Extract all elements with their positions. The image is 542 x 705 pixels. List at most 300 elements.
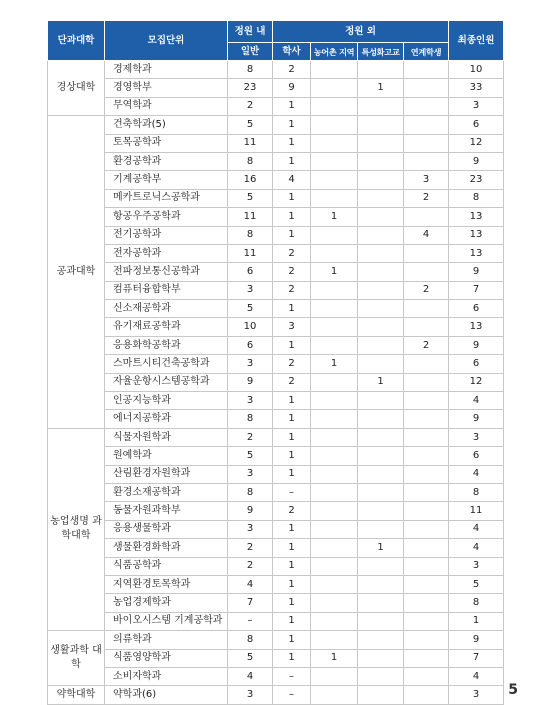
total-cell: 13 — [449, 318, 504, 336]
linked-cell — [404, 575, 449, 593]
total-cell: 33 — [449, 79, 504, 97]
vocational-cell — [358, 171, 404, 189]
general-cell: 3 — [228, 392, 273, 410]
linked-cell: 2 — [404, 281, 449, 299]
table-row — [48, 410, 504, 428]
vocational-cell — [358, 116, 404, 134]
general-cell: 3 — [228, 686, 273, 704]
general-cell: 9 — [228, 373, 273, 391]
general-cell: 6 — [228, 263, 273, 281]
linked-cell — [404, 116, 449, 134]
linked-cell — [404, 612, 449, 630]
total-cell: 6 — [449, 447, 504, 465]
total-cell: 3 — [449, 686, 504, 704]
rural-cell — [311, 134, 358, 152]
total-cell: 9 — [449, 410, 504, 428]
table-row — [48, 392, 504, 410]
total-cell: 4 — [449, 465, 504, 483]
linked-cell — [404, 208, 449, 226]
college-cell: 약학대학 — [48, 686, 105, 704]
table-row — [48, 244, 504, 262]
linked-cell — [404, 373, 449, 391]
linked-cell — [404, 557, 449, 575]
table-header — [48, 21, 504, 61]
total-cell: 12 — [449, 134, 504, 152]
rural-cell — [311, 410, 358, 428]
bachelor-cell: 1 — [273, 575, 311, 593]
table-row — [48, 134, 504, 152]
unit-cell: 식물자원학과 — [105, 428, 228, 446]
rural-cell: 1 — [311, 355, 358, 373]
bachelor-cell: 1 — [273, 152, 311, 170]
bachelor-cell: 2 — [273, 281, 311, 299]
unit-cell: 식품영양학과 — [105, 649, 228, 667]
linked-cell — [404, 300, 449, 318]
header-total: 최종인원 — [449, 21, 504, 61]
table-row — [48, 300, 504, 318]
table-row — [48, 612, 504, 630]
bachelor-cell: – — [273, 686, 311, 704]
rural-cell — [311, 226, 358, 244]
rural-cell — [311, 483, 358, 501]
unit-cell: 소비자학과 — [105, 667, 228, 685]
general-cell: 5 — [228, 189, 273, 207]
bachelor-cell: 2 — [273, 373, 311, 391]
vocational-cell — [358, 392, 404, 410]
unit-cell: 신소재공학과 — [105, 300, 228, 318]
vocational-cell — [358, 226, 404, 244]
rural-cell — [311, 612, 358, 630]
page-footer — [502, 682, 518, 698]
total-cell: 11 — [449, 502, 504, 520]
table-row — [48, 428, 504, 446]
unit-cell: 유기재료공학과 — [105, 318, 228, 336]
vocational-cell — [358, 594, 404, 612]
general-cell: 9 — [228, 502, 273, 520]
vocational-cell — [358, 686, 404, 704]
table-row — [48, 116, 504, 134]
bachelor-cell: – — [273, 667, 311, 685]
table-row — [48, 263, 504, 281]
bachelor-cell: 1 — [273, 520, 311, 538]
table-row — [48, 557, 504, 575]
rural-cell — [311, 557, 358, 575]
bachelor-cell: 1 — [273, 465, 311, 483]
rural-cell — [311, 447, 358, 465]
total-cell: 1 — [449, 612, 504, 630]
rural-cell — [311, 281, 358, 299]
vocational-cell — [358, 447, 404, 465]
linked-cell — [404, 428, 449, 446]
general-cell: 4 — [228, 575, 273, 593]
unit-cell: 기계공학부 — [105, 171, 228, 189]
unit-cell: 환경공학과 — [105, 152, 228, 170]
college-cell: 경상대학 — [48, 61, 105, 116]
unit-cell: 응용생물학과 — [105, 520, 228, 538]
general-cell: 2 — [228, 557, 273, 575]
linked-cell — [404, 447, 449, 465]
college-cell: 공과대학 — [48, 116, 105, 429]
rural-cell: 1 — [311, 649, 358, 667]
table-row — [48, 483, 504, 501]
bachelor-cell: 1 — [273, 134, 311, 152]
general-cell: 8 — [228, 61, 273, 79]
general-cell: 3 — [228, 281, 273, 299]
rural-cell — [311, 152, 358, 170]
bachelor-cell: 1 — [273, 410, 311, 428]
vocational-cell — [358, 410, 404, 428]
linked-cell — [404, 594, 449, 612]
linked-cell: 2 — [404, 336, 449, 354]
rural-cell — [311, 171, 358, 189]
header-linked: 연계학생 — [404, 43, 449, 61]
general-cell: 7 — [228, 594, 273, 612]
total-cell: 23 — [449, 171, 504, 189]
vocational-cell — [358, 134, 404, 152]
linked-cell — [404, 97, 449, 115]
unit-cell: 토목공학과 — [105, 134, 228, 152]
bachelor-cell: 1 — [273, 649, 311, 667]
vocational-cell — [358, 244, 404, 262]
general-cell: 5 — [228, 649, 273, 667]
general-cell: – — [228, 612, 273, 630]
linked-cell — [404, 667, 449, 685]
linked-cell — [404, 263, 449, 281]
bachelor-cell: 2 — [273, 502, 311, 520]
linked-cell — [404, 649, 449, 667]
general-cell: 8 — [228, 226, 273, 244]
total-cell: 12 — [449, 373, 504, 391]
total-cell: 3 — [449, 557, 504, 575]
rural-cell — [311, 631, 358, 649]
table-row — [48, 318, 504, 336]
general-cell: 8 — [228, 152, 273, 170]
rural-cell — [311, 428, 358, 446]
vocational-cell: 1 — [358, 539, 404, 557]
total-cell: 13 — [449, 226, 504, 244]
table-body — [48, 61, 504, 705]
general-cell: 2 — [228, 97, 273, 115]
general-cell: 2 — [228, 539, 273, 557]
bachelor-cell: 1 — [273, 539, 311, 557]
vocational-cell — [358, 97, 404, 115]
unit-cell: 자율운항시스템공학과 — [105, 373, 228, 391]
linked-cell — [404, 152, 449, 170]
college-cell: 농업생명 과학대학 — [48, 428, 105, 630]
general-cell: 3 — [228, 520, 273, 538]
general-cell: 3 — [228, 355, 273, 373]
total-cell: 9 — [449, 263, 504, 281]
bachelor-cell: 1 — [273, 557, 311, 575]
table-row — [48, 631, 504, 649]
table-row — [48, 667, 504, 685]
total-cell: 6 — [449, 116, 504, 134]
bachelor-cell: 1 — [273, 189, 311, 207]
unit-cell: 전파정보통신공학과 — [105, 263, 228, 281]
rural-cell — [311, 61, 358, 79]
table-row — [48, 594, 504, 612]
unit-cell: 산림환경자원학과 — [105, 465, 228, 483]
vocational-cell — [358, 557, 404, 575]
bachelor-cell: 1 — [273, 300, 311, 318]
linked-cell: 3 — [404, 171, 449, 189]
general-cell: 8 — [228, 410, 273, 428]
linked-cell — [404, 318, 449, 336]
unit-cell: 스마트시티건축공학과 — [105, 355, 228, 373]
linked-cell — [404, 686, 449, 704]
vocational-cell — [358, 502, 404, 520]
header-bachelor: 학사 — [273, 43, 311, 61]
rural-cell — [311, 116, 358, 134]
linked-cell: 2 — [404, 189, 449, 207]
linked-cell — [404, 355, 449, 373]
table-row — [48, 336, 504, 354]
vocational-cell — [358, 612, 404, 630]
table-row — [48, 61, 504, 79]
unit-cell: 식품공학과 — [105, 557, 228, 575]
table-row — [48, 539, 504, 557]
table-row — [48, 226, 504, 244]
rural-cell — [311, 189, 358, 207]
general-cell: 5 — [228, 447, 273, 465]
general-cell: 11 — [228, 134, 273, 152]
table-row — [48, 686, 504, 704]
general-cell: 8 — [228, 483, 273, 501]
total-cell: 3 — [449, 428, 504, 446]
vocational-cell: 1 — [358, 79, 404, 97]
vocational-cell — [358, 355, 404, 373]
bachelor-cell: 3 — [273, 318, 311, 336]
total-cell: 7 — [449, 649, 504, 667]
table-row — [48, 575, 504, 593]
vocational-cell — [358, 61, 404, 79]
rural-cell — [311, 392, 358, 410]
unit-cell: 의류학과 — [105, 631, 228, 649]
linked-cell — [404, 392, 449, 410]
general-cell: 4 — [228, 667, 273, 685]
rural-cell: 1 — [311, 263, 358, 281]
total-cell: 8 — [449, 189, 504, 207]
unit-cell: 항공우주공학과 — [105, 208, 228, 226]
general-cell: 6 — [228, 336, 273, 354]
total-cell: 8 — [449, 483, 504, 501]
general-cell: 2 — [228, 428, 273, 446]
bachelor-cell: 1 — [273, 594, 311, 612]
rural-cell — [311, 244, 358, 262]
bachelor-cell: 1 — [273, 97, 311, 115]
general-cell: 5 — [228, 300, 273, 318]
bachelor-cell: 2 — [273, 355, 311, 373]
rural-cell — [311, 97, 358, 115]
linked-cell — [404, 502, 449, 520]
vocational-cell — [358, 152, 404, 170]
rural-cell — [311, 465, 358, 483]
table-row — [48, 79, 504, 97]
vocational-cell — [358, 649, 404, 667]
rural-cell — [311, 575, 358, 593]
bachelor-cell: 2 — [273, 61, 311, 79]
rural-cell — [311, 300, 358, 318]
linked-cell — [404, 134, 449, 152]
vocational-cell — [358, 300, 404, 318]
bachelor-cell: 2 — [273, 263, 311, 281]
total-cell: 9 — [449, 152, 504, 170]
rural-cell — [311, 336, 358, 354]
rural-cell — [311, 502, 358, 520]
vocational-cell — [358, 631, 404, 649]
unit-cell: 농업경제학과 — [105, 594, 228, 612]
rural-cell — [311, 318, 358, 336]
linked-cell — [404, 61, 449, 79]
unit-cell: 응용화학공학과 — [105, 336, 228, 354]
general-cell: 5 — [228, 116, 273, 134]
bachelor-cell: 4 — [273, 171, 311, 189]
general-cell: 8 — [228, 631, 273, 649]
bachelor-cell: 1 — [273, 226, 311, 244]
vocational-cell — [358, 318, 404, 336]
table-row — [48, 281, 504, 299]
rural-cell: 1 — [311, 208, 358, 226]
rural-cell — [311, 594, 358, 612]
linked-cell — [404, 483, 449, 501]
vocational-cell — [358, 208, 404, 226]
table-row — [48, 447, 504, 465]
header-college: 단과대학 — [48, 21, 105, 61]
general-cell: 11 — [228, 208, 273, 226]
linked-cell — [404, 79, 449, 97]
header-rural: 농어촌 지역 — [311, 43, 358, 61]
unit-cell: 환경소재공학과 — [105, 483, 228, 501]
vocational-cell — [358, 520, 404, 538]
table-row — [48, 520, 504, 538]
total-cell: 4 — [449, 520, 504, 538]
unit-cell: 경영학부 — [105, 79, 228, 97]
general-cell: 3 — [228, 465, 273, 483]
linked-cell — [404, 244, 449, 262]
unit-cell: 전기공학과 — [105, 226, 228, 244]
linked-cell — [404, 520, 449, 538]
bachelor-cell: 1 — [273, 208, 311, 226]
header-general: 일반 — [228, 43, 273, 61]
unit-cell: 지역환경토목학과 — [105, 575, 228, 593]
unit-cell: 생물환경화학과 — [105, 539, 228, 557]
bachelor-cell: 2 — [273, 244, 311, 262]
header-in-quota: 정원 내 — [228, 21, 273, 43]
vocational-cell — [358, 428, 404, 446]
rural-cell — [311, 686, 358, 704]
vocational-cell — [358, 336, 404, 354]
rural-cell — [311, 520, 358, 538]
table-row — [48, 208, 504, 226]
bachelor-cell: – — [273, 483, 311, 501]
bachelor-cell: 1 — [273, 336, 311, 354]
header-out-quota: 정원 외 — [273, 21, 449, 43]
unit-cell: 에너지공학과 — [105, 410, 228, 428]
admission-quota-table — [47, 20, 504, 705]
vocational-cell — [358, 281, 404, 299]
vocational-cell: 1 — [358, 373, 404, 391]
total-cell: 6 — [449, 355, 504, 373]
unit-cell: 바이오시스템 기계공학과 — [105, 612, 228, 630]
header-unit: 모집단위 — [105, 21, 228, 61]
unit-cell: 원예학과 — [105, 447, 228, 465]
total-cell: 4 — [449, 392, 504, 410]
rural-cell — [311, 539, 358, 557]
bachelor-cell: 9 — [273, 79, 311, 97]
linked-cell — [404, 539, 449, 557]
table-row — [48, 97, 504, 115]
bachelor-cell: 1 — [273, 392, 311, 410]
total-cell: 4 — [449, 539, 504, 557]
table-row — [48, 171, 504, 189]
table-row — [48, 355, 504, 373]
bachelor-cell: 1 — [273, 447, 311, 465]
total-cell: 4 — [449, 667, 504, 685]
bachelor-cell: 1 — [273, 116, 311, 134]
rural-cell — [311, 79, 358, 97]
bachelor-cell: 1 — [273, 631, 311, 649]
bachelor-cell: 1 — [273, 428, 311, 446]
general-cell: 16 — [228, 171, 273, 189]
unit-cell: 동물자원과학부 — [105, 502, 228, 520]
linked-cell — [404, 465, 449, 483]
total-cell: 6 — [449, 300, 504, 318]
general-cell: 11 — [228, 244, 273, 262]
unit-cell: 약학과(6) — [105, 686, 228, 704]
linked-cell: 4 — [404, 226, 449, 244]
table-row — [48, 465, 504, 483]
rural-cell — [311, 667, 358, 685]
total-cell: 3 — [449, 97, 504, 115]
total-cell: 7 — [449, 281, 504, 299]
total-cell: 13 — [449, 208, 504, 226]
general-cell: 10 — [228, 318, 273, 336]
header-vocational: 특성화고교 — [358, 43, 404, 61]
unit-cell: 경제학과 — [105, 61, 228, 79]
unit-cell: 메카트로닉스공학과 — [105, 189, 228, 207]
vocational-cell — [358, 465, 404, 483]
total-cell: 10 — [449, 61, 504, 79]
unit-cell: 전자공학과 — [105, 244, 228, 262]
vocational-cell — [358, 189, 404, 207]
vocational-cell — [358, 575, 404, 593]
total-cell: 9 — [449, 336, 504, 354]
table-row — [48, 502, 504, 520]
table-row — [48, 152, 504, 170]
vocational-cell — [358, 667, 404, 685]
unit-cell: 인공지능학과 — [105, 392, 228, 410]
total-cell: 9 — [449, 631, 504, 649]
linked-cell — [404, 410, 449, 428]
table-row — [48, 189, 504, 207]
unit-cell: 컴퓨터융합학부 — [105, 281, 228, 299]
college-cell: 생활과학 대학 — [48, 631, 105, 686]
vocational-cell — [358, 263, 404, 281]
table-row — [48, 649, 504, 667]
unit-cell: 건축학과(5) — [105, 116, 228, 134]
unit-cell: 무역학과 — [105, 97, 228, 115]
bachelor-cell: 1 — [273, 612, 311, 630]
rural-cell — [311, 373, 358, 391]
page-number: 5 — [508, 682, 518, 698]
general-cell: 23 — [228, 79, 273, 97]
vocational-cell — [358, 483, 404, 501]
total-cell: 5 — [449, 575, 504, 593]
linked-cell — [404, 631, 449, 649]
total-cell: 13 — [449, 244, 504, 262]
table-row — [48, 373, 504, 391]
total-cell: 8 — [449, 594, 504, 612]
